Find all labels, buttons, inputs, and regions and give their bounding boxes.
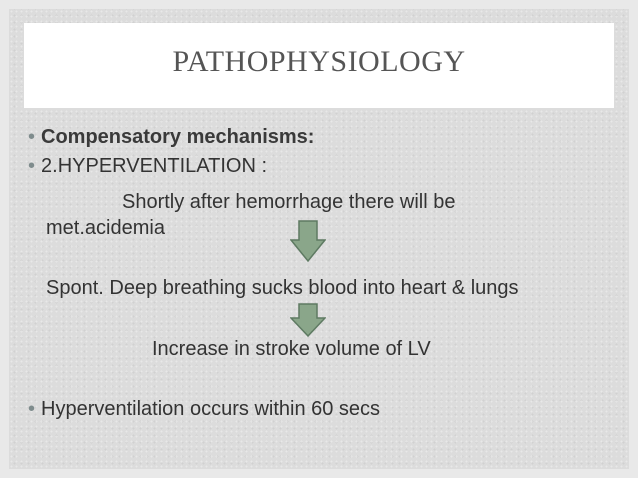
bullet-item-hyperventilation	[28, 155, 267, 178]
down-arrow-icon	[290, 220, 326, 262]
slide-title: PATHOPHYSIOLOGY	[172, 45, 466, 78]
bullet-marker: •	[28, 398, 36, 420]
bullet-marker: •	[28, 126, 36, 148]
bullet-marker: •	[28, 155, 36, 177]
bullet-text: Compensatory mechanisms:	[41, 126, 315, 148]
body-text-acidemia: met.acidemia	[46, 217, 165, 239]
body-text-breathing: Spont. Deep breathing sucks blood into heart & lungs	[46, 277, 519, 299]
bullet-text: 2.HYPERVENTILATION :	[41, 155, 268, 177]
bullet-text: Hyperventilation occurs within 60 secs	[41, 398, 381, 420]
down-arrow-icon	[290, 303, 326, 337]
body-text-shortly: Shortly after hemorrhage there will be	[122, 191, 456, 213]
body-text-stroke-volume: Increase in stroke volume of LV	[152, 338, 431, 360]
bullet-item-final	[28, 398, 380, 421]
bullet-item-compensatory	[28, 126, 314, 149]
